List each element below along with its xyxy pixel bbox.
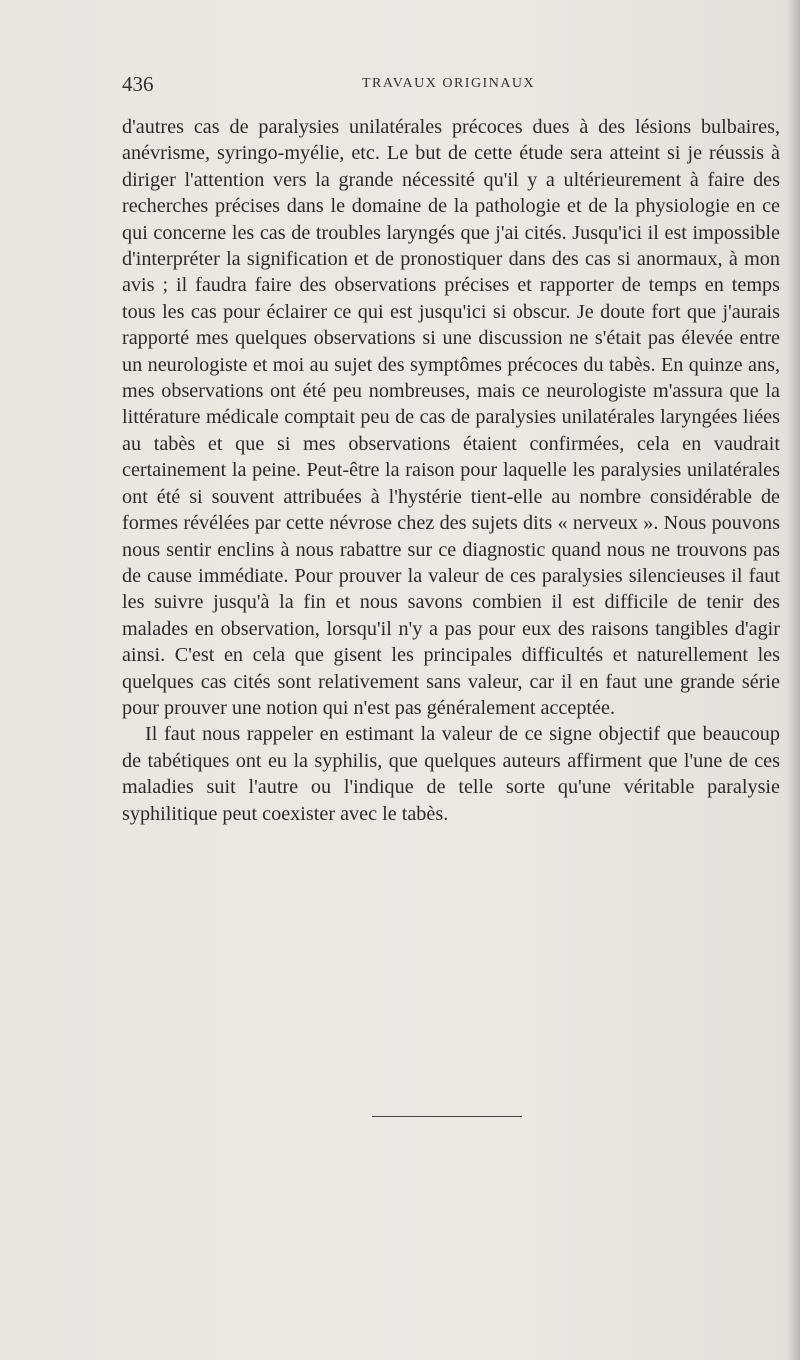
body-text [122, 114, 780, 827]
page-header [122, 72, 780, 102]
end-rule [372, 1116, 522, 1117]
page-number: 436 [122, 72, 154, 96]
paragraph: Il faut nous rappeler en estimant la valeur de ce signe objectif que beaucoup de tabétiques ont eu la syphilis, que quelques auteurs affirment que l'une de ces maladies suit l'autre ou l'indique de telle sorte qu'une véritable paralysie syphilitique peut coexister avec le tabès. [122, 723, 780, 825]
running-head: TRAVAUX ORIGINAUX [362, 76, 536, 91]
paragraph: d'autres cas de paralysies unilatérales précoces dues à des lésions bulbaires, anévrisme, syringo-myélie, etc. Le but de cette étude sera atteint si je réussis à diriger l'attention vers la grande nécessité qu'il y a ultérieurement à faire des recherches précises dans le domaine de la pathologie et de la physiologie en ce qui concerne les cas de troubles laryngés que j'ai cités. Jusqu'ici il est impossible d'interpréter la signification et de pronostiquer dans des cas si anormaux, à mon avis ; il faudra faire des observations précises et rapporter de temps en temps tous les cas pour éclairer ce qui est jusqu'ici si obscur. Je doute fort que j'aurais rapporté mes quelques observations si une discussion ne s'était pas élevée entre un neurologiste et moi au sujet des symptômes précoces du tabès. En quinze ans, mes observations ont été peu nombreuses, mais ce neurologiste m'assura que la littérature médicale comptait peu de cas de paralysies unilatérales laryngées liées au tabès et que si mes observations étaient confirmées, cela en vaudrait certainement la peine. Peut-être la raison pour laquelle les paralysies unilatérales ont été si souvent attribuées à l'hystérie tient-elle au nombre considérable de formes révélées par cette névrose chez des sujets dits « nerveux ». Nous pouvons nous sentir enclins à nous rabattre sur ce diagnostic quand nous ne trouvons pas de cause immédiate. Pour prouver la valeur de ces paralysies silencieuses il faut les suivre jusqu'à la fin et nous savons combien il est difficile de tenir des malades en observation, lorsqu'il n'y a pas pour eux des raisons tangibles d'agir ainsi. C'est en cela que gisent les principales difficultés et naturellement les quelques cas cités sont relativement sans valeur, car il en faut une grande série pour prouver une notion qui n'est pas généralement acceptée. [122, 116, 780, 719]
page-edge-shadow [786, 0, 800, 1360]
